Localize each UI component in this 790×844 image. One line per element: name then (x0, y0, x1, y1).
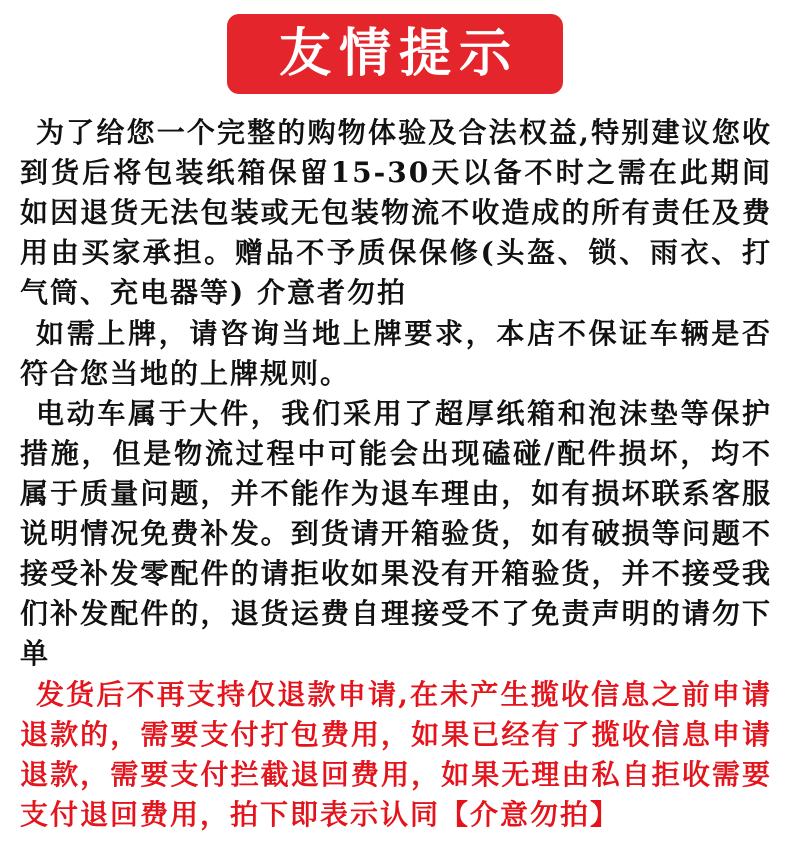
page-title: 友情提示 (227, 14, 563, 94)
notice-shipping-damage: 电动车属于大件，我们采用了超厚纸箱和泡沫垫等保护措施，但是物流过程中可能会出现磕碰/配件损坏，均不属于质量问题，并不能作为退车理由，如有损坏联系客服说明情况免费补发。到货请开箱验货，如有破损等问题不接受补发零配件的请拒收如果没有开箱验货，并不接受我们补发配件的，退货运费自理接受不了免责声明的请勿下单 (20, 397, 772, 670)
title-banner (0, 14, 790, 94)
notice-refund-policy: 发货后不再支持仅退款申请,在未产生揽收信息之前申请退款的，需要支付打包费用，如果已经有了揽收信息申请退款，需要支付拦截退回费用，如果无理由私自拒收需要支付退回费用，拍下即表示认同【介意勿拍】 (20, 678, 772, 831)
notice-packaging-warranty: 为了给您一个完整的购物体验及合法权益,特别建议您收到货后将包装纸箱保留15-30天以备不时之需在此期间如因退货无法包装或无包装物流不收造成的所有责任及费用由买家承担。赠品不予质保保修(头盔、锁、雨衣、打气筒、充电器等) 介意者勿拍 (20, 116, 772, 309)
notice-registration: 如需上牌，请咨询当地上牌要求，本店不保证车辆是否符合您当地的上牌规则。 (20, 317, 772, 390)
